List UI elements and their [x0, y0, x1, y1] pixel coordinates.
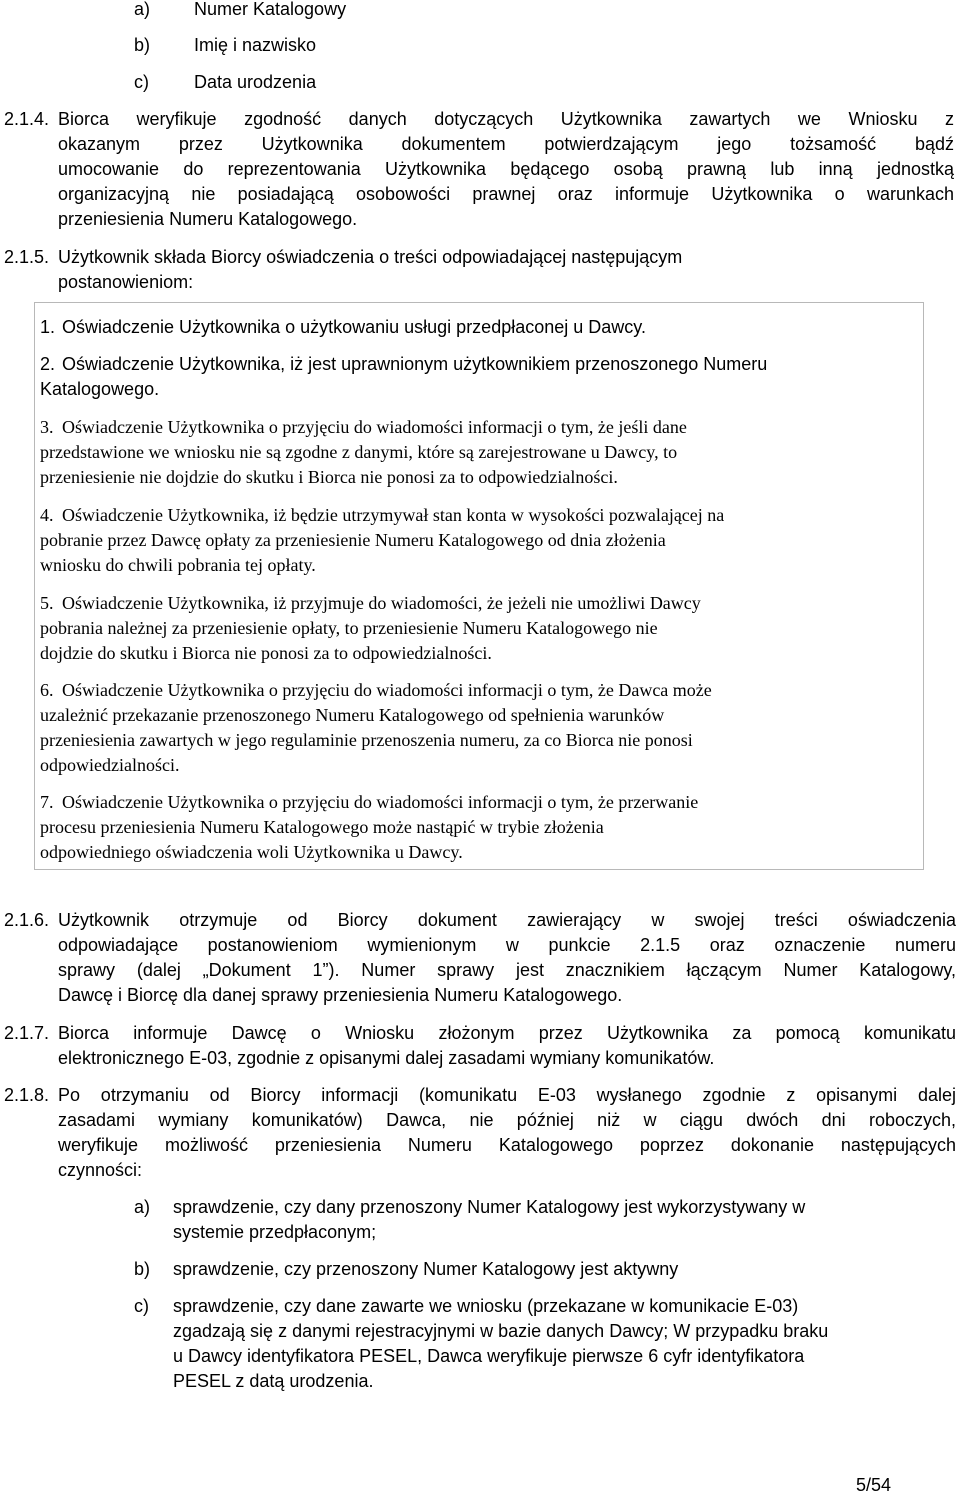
statement-line: Oświadczenie Użytkownika o przyjęciu do wiadomości informacji o tym, że przerwanie	[62, 792, 699, 812]
statement-line: Oświadczenie Użytkownika, iż przyjmuje do wiadomości, że jeżeli nie umożliwi Dawcy	[62, 593, 701, 613]
section-number: 2.1.5.	[4, 247, 50, 267]
statement-line: Oświadczenie Użytkownika o przyjęciu do wiadomości informacji o tym, że jeśli dane	[62, 417, 687, 437]
statement-line: dojdzie do skutku i Biorca nie ponosi za to odpowiedzialności.	[40, 643, 492, 663]
paragraph-line: Dawcę i Biorcę dla danej sprawy przeniesienia Numeru Katalogowego.	[58, 985, 623, 1005]
statement-line: przeniesienia zawartych w jego regulaminie przenoszenia numeru, za co Biorca nie ponosi	[40, 730, 693, 750]
list-label: c)	[134, 72, 149, 92]
statement-number: 3.	[40, 417, 54, 437]
list-line: zgadzają się z danymi rejestracyjnymi w bazie danych Dawcy; W przypadku braku	[173, 1321, 829, 1341]
statement-line: pobranie przez Dawcę opłaty za przeniesienie Numeru Katalogowego od dnia złożenia	[40, 530, 666, 550]
paragraph-line: elektronicznego E-03, zgodnie z opisanymi dalej zasadami wymiany komunikatów.	[58, 1048, 715, 1068]
paragraph-line: Po otrzymaniu od Biorcy informacji (komunikatu E-03 wysłanego zgodnie z opisanymi dalej	[58, 1085, 956, 1105]
statement-line: pobrania należnej za przeniesienie opłaty, to przeniesienie Numeru Katalogowego nie	[40, 618, 658, 638]
statement-line: wniosku do chwili pobrania tej opłaty.	[40, 555, 316, 575]
paragraph-line: zasadami wymiany komunikatów) Dawca, nie później niż w ciągu dwóch dni roboczych,	[58, 1110, 956, 1130]
statement-line: Oświadczenie Użytkownika o użytkowaniu usługi przedpłaconej u Dawcy.	[62, 317, 646, 337]
statement-number: 1.	[40, 317, 56, 337]
statement-line: procesu przeniesienia Numeru Katalogowego może nastąpić w trybie złożenia	[40, 817, 604, 837]
paragraph-line: weryfikuje możliwość przeniesienia Numeru Katalogowego poprzez dokonanie następujących	[58, 1135, 956, 1155]
list-line: u Dawcy identyfikatora PESEL, Dawca weryfikuje pierwsze 6 cyfr identyfikatora	[173, 1346, 805, 1366]
list-text: Imię i nazwisko	[194, 35, 317, 55]
statement-line: Oświadczenie Użytkownika, iż jest uprawnionym użytkownikiem przenoszonego Numeru	[62, 354, 768, 374]
statement-number: 7.	[40, 792, 54, 812]
statement-line: Oświadczenie Użytkownika, iż będzie utrzymywał stan konta w wysokości pozwalającej na	[62, 505, 725, 525]
section-number: 2.1.4.	[4, 109, 50, 129]
paragraph-line: sprawy (dalej „Dokument 1”). Numer sprawy jest znacznikiem łączącym Numer Katalogowy,	[58, 960, 956, 980]
paragraph-line: Użytkownik składa Biorcy oświadczenia o treści odpowiadającej następującym	[58, 247, 683, 267]
statement-number: 5.	[40, 593, 54, 613]
statement-line: przeniesienie nie dojdzie do skutku i Biorca nie ponosi za to odpowiedzialności.	[40, 467, 618, 487]
paragraph-line: organizacyjną nie posiadającą osobowości prawnej oraz informuje Użytkownika o warunkach	[58, 184, 954, 204]
statement-number: 4.	[40, 505, 54, 525]
list-text: Numer Katalogowy	[194, 0, 347, 19]
paragraph-line: Biorca weryfikuje zgodność danych dotyczących Użytkownika zawartych we Wniosku z	[58, 109, 954, 129]
section-number: 2.1.6.	[4, 910, 50, 930]
statement-line: uzależnić przekazanie przenoszonego Numeru Katalogowego od spełnienia warunków	[40, 705, 665, 725]
page-number: 5/54	[856, 1475, 892, 1495]
list-label: a)	[134, 0, 151, 19]
section-number: 2.1.8.	[4, 1085, 50, 1105]
statement-line: Oświadczenie Użytkownika o przyjęciu do wiadomości informacji o tym, że Dawca może	[62, 680, 712, 700]
list-label: b)	[134, 35, 151, 55]
list-line: PESEL z datą urodzenia.	[173, 1371, 374, 1391]
paragraph-line: postanowieniom:	[58, 272, 194, 292]
list-label: b)	[134, 1259, 151, 1279]
paragraph-line: okazanym przez Użytkownika dokumentem potwierdzającym jego tożsamość bądź	[58, 134, 954, 154]
statement-line: odpowiedzialności.	[40, 755, 180, 775]
list-label: a)	[134, 1197, 151, 1217]
statement-line: odpowiedniego oświadczenia woli Użytkownika u Dawcy.	[40, 842, 463, 862]
statement-line: przedstawione we wniosku nie są zgodne z danymi, które są zarejestrowane u Dawcy, to	[40, 442, 678, 462]
paragraph-line: umocowanie do reprezentowania Użytkownika będącego osobą prawną lub inną jednostką	[58, 159, 954, 179]
statement-number: 6.	[40, 680, 54, 700]
paragraph-line: Użytkownik otrzymuje od Biorcy dokument zawierający w swojej treści oświadczenia	[58, 910, 956, 930]
list-line: sprawdzenie, czy dane zawarte we wniosku (przekazane w komunikacie E-03)	[173, 1296, 799, 1316]
list-line: sprawdzenie, czy przenoszony Numer Katalogowy jest aktywny	[173, 1259, 679, 1279]
paragraph-line: czynności:	[58, 1160, 143, 1180]
list-text: Data urodzenia	[194, 72, 317, 92]
statement-line: Katalogowego.	[40, 379, 160, 399]
section-number: 2.1.7.	[4, 1023, 50, 1043]
list-line: systemie przedpłaconym;	[173, 1222, 377, 1242]
paragraph-line: przeniesienia Numeru Katalogowego.	[58, 209, 358, 229]
statement-number: 2.	[40, 354, 56, 374]
paragraph-line: Biorca informuje Dawcę o Wniosku złożonym przez Użytkownika za pomocą komunikatu	[58, 1023, 956, 1043]
paragraph-line: odpowiadające postanowieniom wymienionym w punkcie 2.1.5 oraz oznaczenie numeru	[58, 935, 956, 955]
list-line: sprawdzenie, czy dany przenoszony Numer Katalogowy jest wykorzystywany w	[173, 1197, 806, 1217]
list-label: c)	[134, 1296, 149, 1316]
